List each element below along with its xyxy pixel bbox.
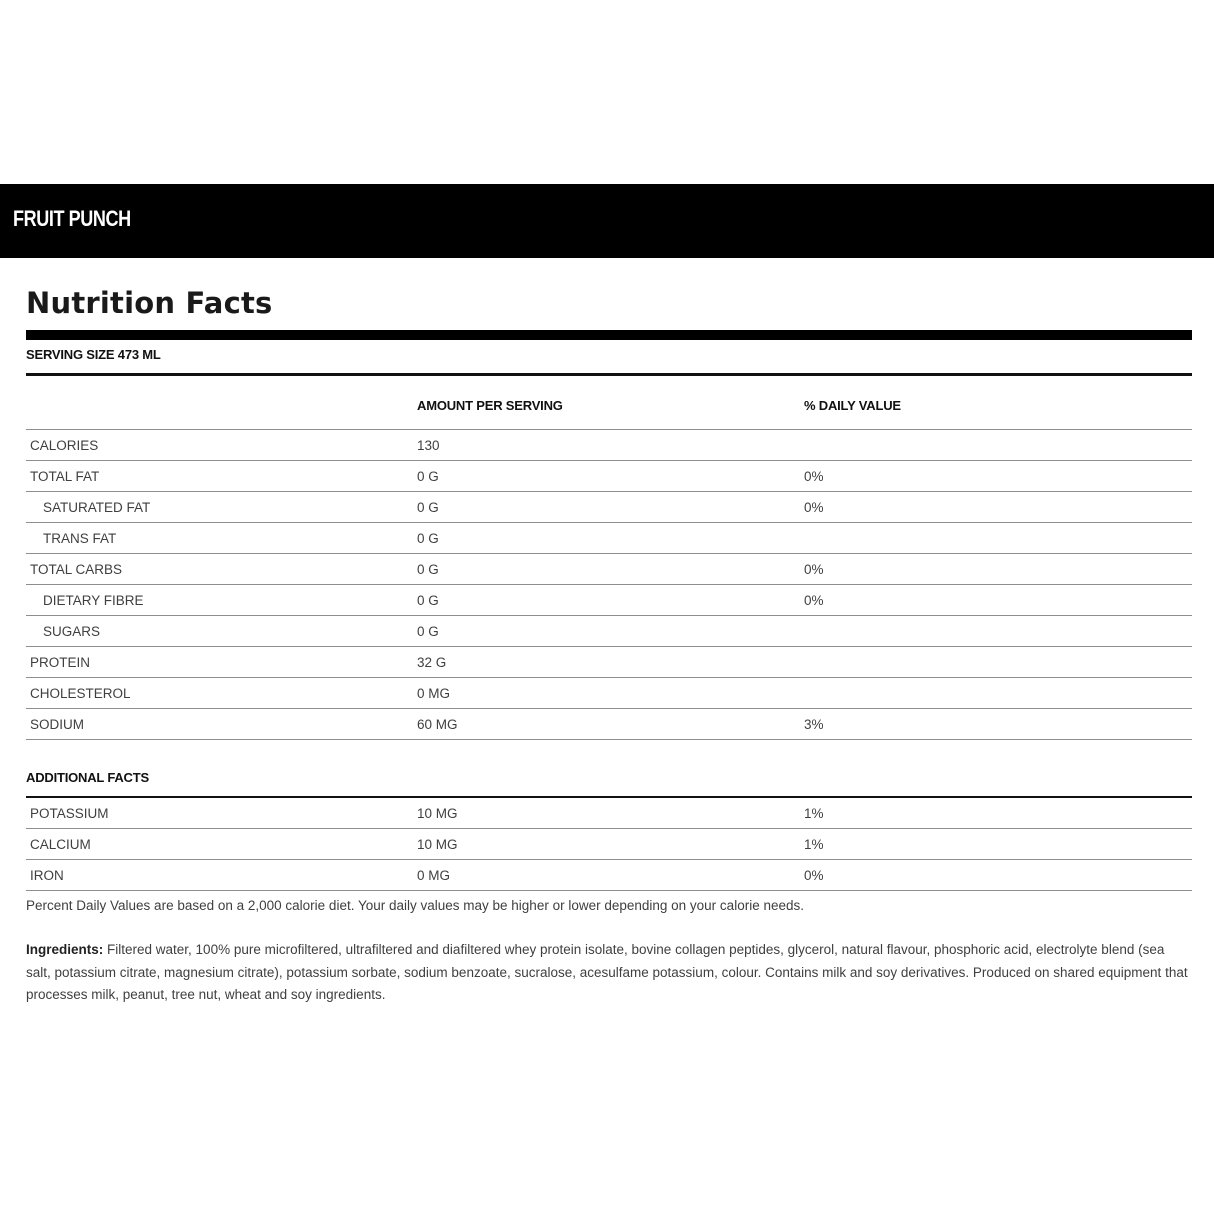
nutrient-column-header (26, 376, 413, 430)
nutrient-daily-value (800, 430, 1192, 461)
nutrient-daily-value: 3% (800, 709, 1192, 740)
nutrient-daily-value: 1% (800, 829, 1192, 860)
nutrient-daily-value (800, 678, 1192, 709)
nutrient-label: IRON (26, 860, 413, 891)
ingredients-label: Ingredients: (26, 942, 104, 957)
nutrition-facts-title: Nutrition Facts (26, 286, 273, 320)
nutrient-label: POTASSIUM (26, 798, 413, 829)
nutrient-label: CHOLESTEROL (26, 678, 413, 709)
nutrition-table (26, 376, 1192, 740)
ingredients-statement (26, 939, 1192, 1007)
table-row (26, 461, 1192, 492)
nutrient-amount: 0 MG (413, 678, 800, 709)
nutrient-amount: 0 G (413, 554, 800, 585)
table-header-row (26, 376, 1192, 430)
nutrient-daily-value: 0% (800, 492, 1192, 523)
nutrient-label: SODIUM (26, 709, 413, 740)
nutrient-daily-value: 0% (800, 554, 1192, 585)
nutrient-amount: 0 G (413, 523, 800, 554)
nutrient-label: CALORIES (26, 430, 413, 461)
nutrient-amount: 0 G (413, 461, 800, 492)
table-row (26, 860, 1192, 891)
table-row (26, 554, 1192, 585)
nutrient-label: DIETARY FIBRE (26, 585, 413, 616)
nutrient-amount: 10 MG (413, 798, 800, 829)
nutrient-label: TOTAL CARBS (26, 554, 413, 585)
nutrient-amount: 60 MG (413, 709, 800, 740)
daily-value-column-header: % DAILY VALUE (800, 376, 1192, 430)
nutrient-label: TOTAL FAT (26, 461, 413, 492)
nutrient-daily-value: 1% (800, 798, 1192, 829)
nutrient-daily-value (800, 616, 1192, 647)
ingredients-text: Filtered water, 100% pure microfiltered, ultrafiltered and diafiltered whey protein isolate, bovine collagen peptides, glycerol, natural flavour, phosphoric acid, electrolyte blend (sea salt, potassium citrate, magnesium citrate), potassium sorbate, sodium benzoate, sucralose, acesulfame potassium, colour. Contains milk and soy derivatives. Produced on shared equipment that processes milk, peanut, tree nut, wheat and soy ingredients. (26, 942, 1188, 1002)
nutrient-label: TRANS FAT (26, 523, 413, 554)
nutrient-daily-value (800, 647, 1192, 678)
nutrient-daily-value: 0% (800, 461, 1192, 492)
table-row (26, 647, 1192, 678)
table-row (26, 585, 1192, 616)
nutrient-amount: 0 G (413, 616, 800, 647)
nutrient-label: SATURATED FAT (26, 492, 413, 523)
nutrient-label: SUGARS (26, 616, 413, 647)
daily-value-footnote: Percent Daily Values are based on a 2,000 calorie diet. Your daily values may be higher or lower depending on your calorie needs. (26, 898, 804, 913)
table-row (26, 616, 1192, 647)
nutrient-amount: 130 (413, 430, 800, 461)
flavor-banner (0, 184, 1214, 258)
nutrient-daily-value (800, 523, 1192, 554)
amount-column-header: AMOUNT PER SERVING (413, 376, 800, 430)
additional-facts-title: ADDITIONAL FACTS (26, 770, 149, 785)
serving-size: SERVING SIZE 473 ML (26, 347, 161, 362)
nutrient-label: PROTEIN (26, 647, 413, 678)
table-row (26, 829, 1192, 860)
nutrient-label: CALCIUM (26, 829, 413, 860)
table-row (26, 523, 1192, 554)
table-row (26, 709, 1192, 740)
nutrient-amount: 32 G (413, 647, 800, 678)
nutrient-amount: 0 G (413, 492, 800, 523)
thick-divider (26, 330, 1192, 340)
table-row (26, 492, 1192, 523)
nutrient-daily-value: 0% (800, 860, 1192, 891)
table-row (26, 678, 1192, 709)
flavor-title: FRUIT PUNCH (13, 206, 131, 231)
nutrition-panel (26, 280, 1192, 1020)
nutrient-amount: 10 MG (413, 829, 800, 860)
nutrient-amount: 0 G (413, 585, 800, 616)
table-row (26, 798, 1192, 829)
nutrient-daily-value: 0% (800, 585, 1192, 616)
additional-facts-table (26, 798, 1192, 891)
nutrient-amount: 0 MG (413, 860, 800, 891)
table-row (26, 430, 1192, 461)
